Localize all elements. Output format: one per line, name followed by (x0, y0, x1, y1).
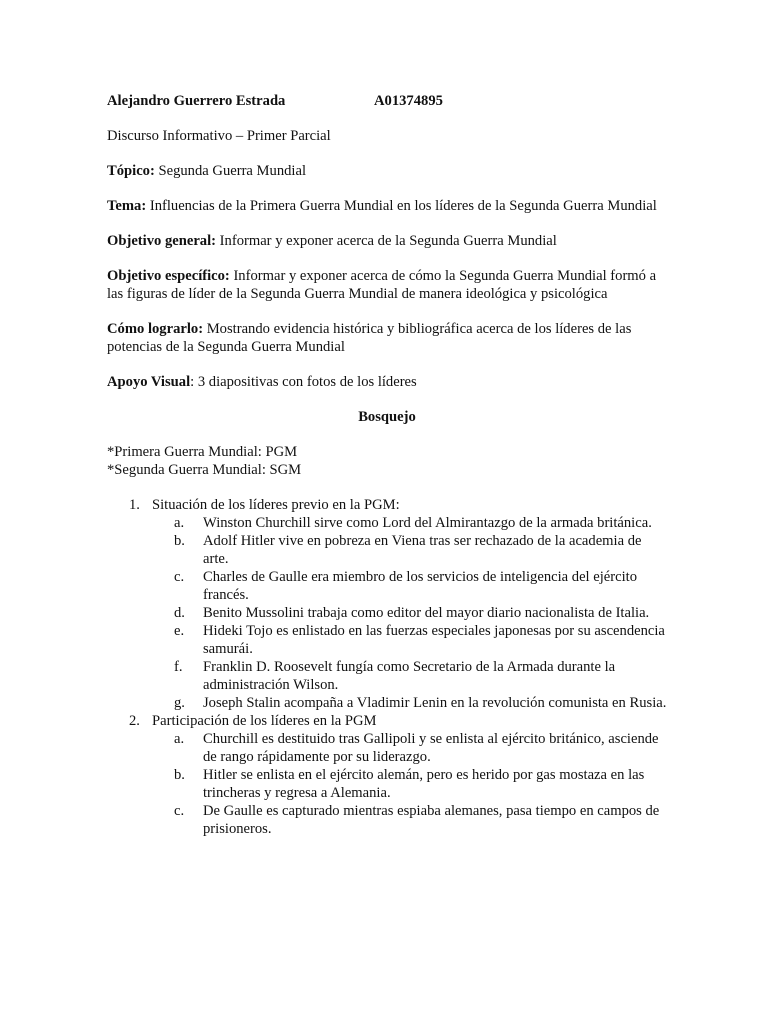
objetivo-general-value: Informar y exponer acerca de la Segunda Guerra Mundial (216, 233, 557, 249)
outline-sublist (152, 730, 667, 838)
outline-section-title: Participación de los líderes en la PGM (152, 713, 377, 729)
author-name: Alejandro Guerrero Estrada (107, 93, 286, 109)
item-letter: b. (174, 767, 185, 783)
item-letter: g. (174, 695, 185, 711)
list-item (152, 604, 667, 622)
objetivo-general-line (107, 232, 667, 250)
abbreviations-block (107, 443, 667, 479)
item-letter: c. (174, 803, 185, 819)
list-item (152, 802, 667, 838)
list-item (152, 730, 667, 766)
objetivo-especifico-label: Objetivo específico: (107, 268, 230, 284)
item-letter: c. (174, 569, 185, 585)
outline-section (107, 496, 667, 712)
tema-label: Tema: (107, 198, 147, 214)
apoyo-visual-value: : 3 diapositivas con fotos de los líderes (190, 374, 417, 390)
course-title: Discurso Informativo – Primer Parcial (107, 128, 331, 144)
abbreviation-item: *Segunda Guerra Mundial: SGM (107, 462, 302, 478)
topico-line (107, 162, 667, 180)
list-item (152, 568, 667, 604)
item-text: Hideki Tojo es enlistado en las fuerzas especiales japonesas por su ascendencia samurái. (203, 623, 665, 657)
item-letter: a. (174, 515, 185, 531)
outline-list (107, 496, 667, 838)
item-text: Joseph Stalin acompaña a Vladimir Lenin en la revolución comunista en Rusia. (203, 695, 667, 711)
item-text: Churchill es destituido tras Gallipoli y se enlista al ejército británico, asciende de rango rápidamente por su liderazgo. (203, 731, 659, 765)
bosquejo-heading: Bosquejo (358, 409, 416, 425)
item-letter: a. (174, 731, 185, 747)
item-text: De Gaulle es capturado mientras espiaba alemanes, pasa tiempo en campos de prisioneros. (203, 803, 660, 837)
author-header (107, 92, 667, 110)
item-letter: f. (174, 659, 183, 675)
outline-number: 1. (129, 497, 140, 513)
item-letter: b. (174, 533, 185, 549)
como-lograrlo-line (107, 320, 667, 356)
item-text: Charles de Gaulle era miembro de los servicios de inteligencia del ejército francés. (203, 569, 638, 603)
item-text: Winston Churchill sirve como Lord del Almirantazgo de la armada británica. (203, 515, 652, 531)
tema-value: Influencias de la Primera Guerra Mundial en los líderes de la Segunda Guerra Mundial (146, 198, 657, 214)
list-item (152, 694, 667, 712)
item-text: Hitler se enlista en el ejército alemán, pero es herido por gas mostaza en las trincheras y regresa a Alemania. (203, 767, 645, 801)
objetivo-especifico-value: Informar y exponer acerca de cómo la Segunda Guerra Mundial formó a las figuras de líder de la Segunda Guerra Mundial de manera ideológica y psicológica (107, 268, 657, 302)
como-lograrlo-value: Mostrando evidencia histórica y bibliográfica acerca de los líderes de las potencias de la Segunda Guerra Mundial (107, 321, 632, 355)
outline-number: 2. (129, 713, 140, 729)
tema-line (107, 197, 667, 215)
list-item (152, 514, 667, 532)
outline-section (107, 712, 667, 838)
list-item (152, 766, 667, 802)
abbreviation-item: *Primera Guerra Mundial: PGM (107, 444, 298, 460)
item-text: Benito Mussolini trabaja como editor del mayor diario nacionalista de Italia. (203, 605, 650, 621)
topico-label: Tópico: (107, 163, 155, 179)
apoyo-visual-line (107, 373, 667, 391)
item-text: Adolf Hitler vive en pobreza en Viena tras ser rechazado de la academia de arte. (203, 533, 642, 567)
student-id: A01374895 (374, 93, 443, 109)
list-item (152, 658, 667, 694)
objetivo-general-label: Objetivo general: (107, 233, 217, 249)
list-item (152, 622, 667, 658)
como-lograrlo-label: Cómo lograrlo: (107, 321, 204, 337)
item-letter: e. (174, 623, 185, 639)
item-text: Franklin D. Roosevelt fungía como Secretario de la Armada durante la administración Wilson. (203, 659, 616, 693)
item-letter: d. (174, 605, 185, 621)
apoyo-visual-label: Apoyo Visual (107, 374, 191, 390)
objetivo-especifico-line (107, 267, 667, 303)
outline-sublist (152, 514, 667, 712)
outline-section-title: Situación de los líderes previo en la PGM: (152, 497, 400, 513)
list-item (152, 532, 667, 568)
topico-value: Segunda Guerra Mundial (154, 163, 307, 179)
document-content (107, 92, 667, 838)
